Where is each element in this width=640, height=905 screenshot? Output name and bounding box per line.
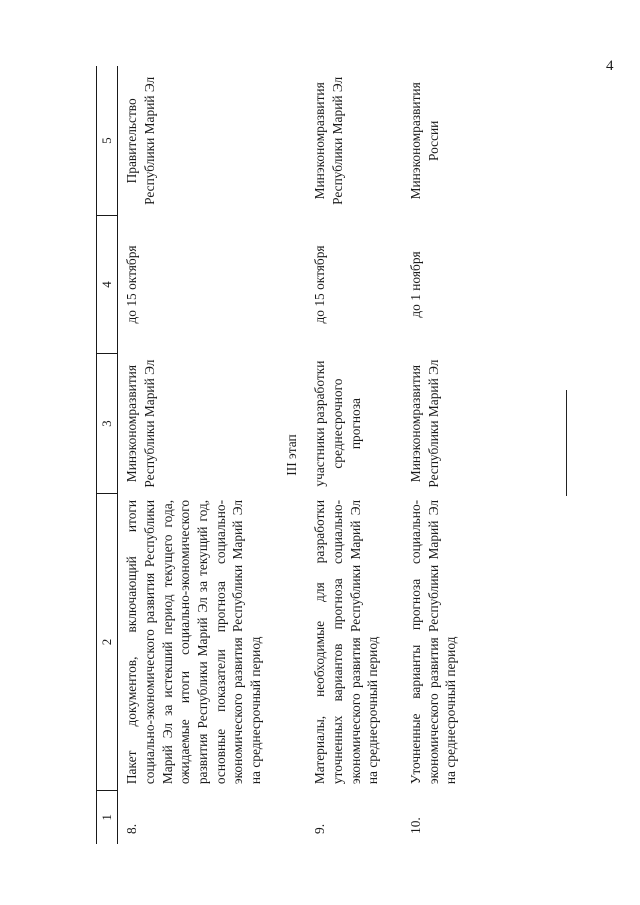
table-row <box>402 66 466 844</box>
table-header-row <box>97 66 118 844</box>
row-recipient: Минэкономразвития России <box>408 82 441 200</box>
row-participants: участники разработки среднесрочного прогноза <box>312 360 363 487</box>
row-description: Пакет документов, включающий итоги социально-экономического развития Республики Марий Эл за истекший период текущего года, ожидаемые итоги социально-экономического развития Республики Марий Эл за текущий год, основные показатели прогноза социально-экономического развития Республики Марий Эл на среднесрочный период <box>124 499 263 785</box>
table-row <box>118 66 271 844</box>
row-description: Материалы, необходимые для разработки уточненных вариантов прогноза социально-экономического развития Республики Марий Эл на среднесрочный период <box>312 499 381 785</box>
stage-row <box>271 66 307 844</box>
table-row <box>306 66 388 844</box>
row-participants: Минэкономразвития Республики Марий Эл <box>408 359 441 488</box>
header-cell-4: 4 <box>97 216 118 354</box>
row-description: Уточненные варианты прогноза социально-экономического развития Республики Марий Эл на среднесрочный период <box>408 499 459 785</box>
row-deadline: до 15 октября <box>312 245 328 324</box>
header-cell-5: 5 <box>97 66 118 216</box>
row-recipient: Правительство Республики Марий Эл <box>124 76 157 205</box>
row-spacer <box>388 66 402 844</box>
row-number: 10. <box>408 817 424 834</box>
row-recipient: Минэкономразвития Республики Марий Эл <box>312 76 346 205</box>
row-number: 9. <box>312 823 328 834</box>
header-cell-3: 3 <box>97 353 118 494</box>
row-deadline: до 1 ноября <box>408 251 424 318</box>
row-deadline: до 15 октября <box>124 245 140 324</box>
row-participants: Минэкономразвития Республики Марий Эл <box>124 359 157 488</box>
schedule-table <box>96 66 466 844</box>
rotated-table-container <box>96 66 552 844</box>
row-number: 8. <box>124 823 140 834</box>
header-cell-1: 1 <box>97 790 118 844</box>
header-cell-2: 2 <box>97 494 118 790</box>
stage-label: III этап <box>283 434 299 476</box>
page-number: 4 <box>606 58 614 74</box>
end-separator-line <box>566 390 567 496</box>
